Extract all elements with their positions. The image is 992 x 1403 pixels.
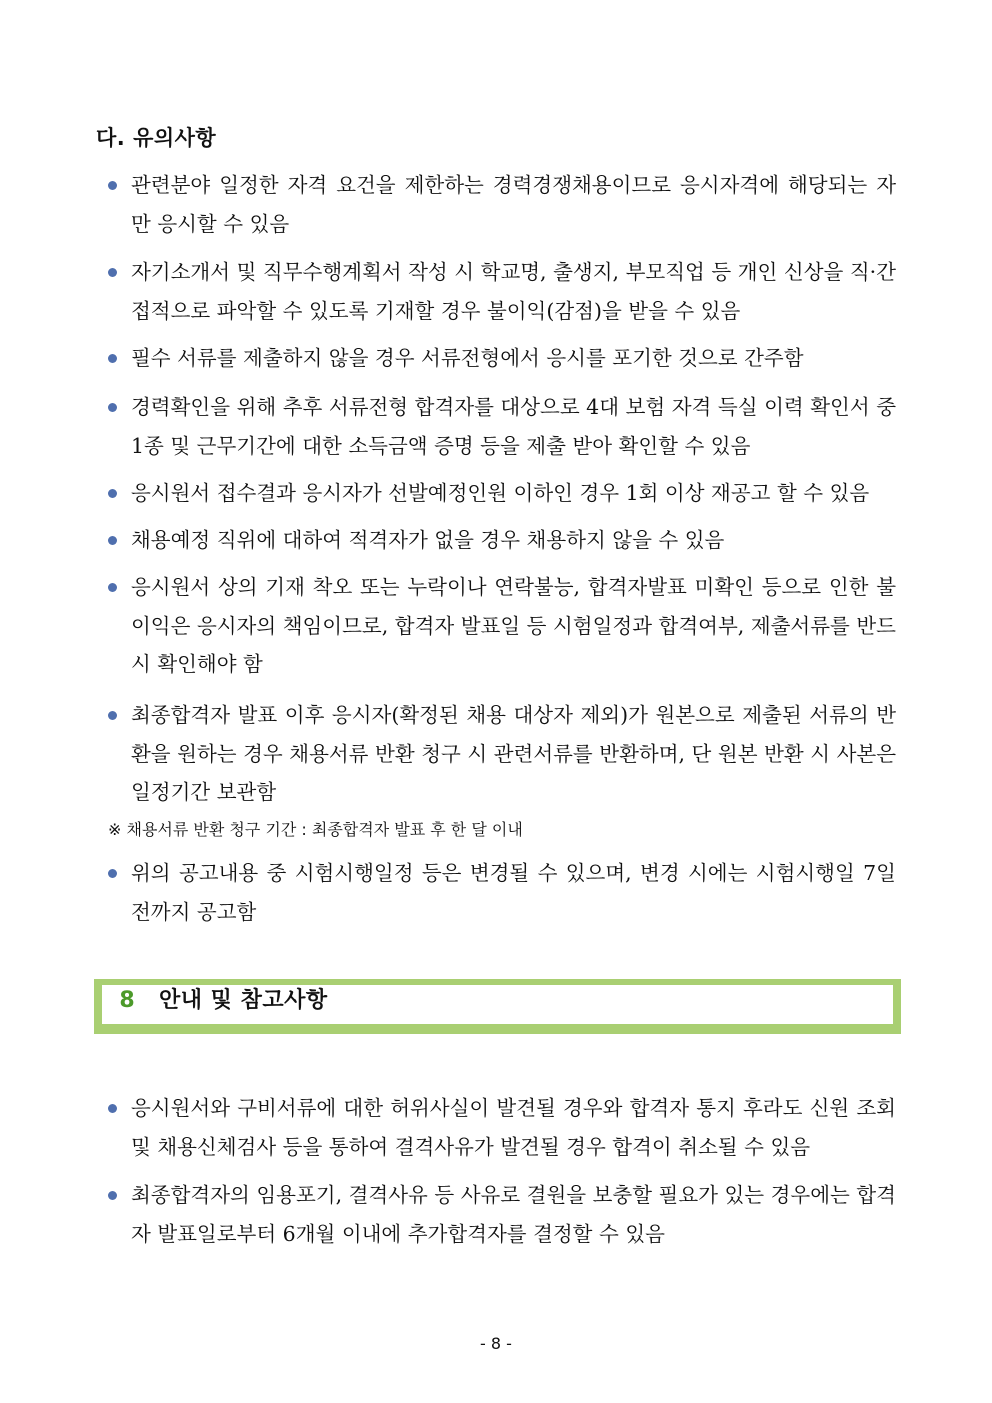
list-item-text: 채용예정 직위에 대하여 적격자가 없을 경우 채용하지 않을 수 있음 (131, 528, 725, 552)
bullet-icon (108, 354, 117, 363)
list-item (108, 521, 896, 560)
list-item-text: 응시원서 접수결과 응시자가 선발예정인원 이하인 경우 1회 이상 재공고 할 수 있음 (131, 481, 870, 505)
list-item-text: 필수 서류를 제출하지 않을 경우 서류전형에서 응시를 포기한 것으로 간주함 (131, 346, 804, 370)
bullet-icon (108, 869, 117, 878)
list-item (108, 568, 896, 684)
list-item-text: 위의 공고내용 중 시험시행일정 등은 변경될 수 있으며, 변경 시에는 시험시행일 7일 전까지 공고함 (131, 861, 896, 924)
bullet-icon (108, 403, 117, 412)
list-item (108, 388, 896, 465)
section-header-bar (94, 979, 901, 1034)
bullet-icon (108, 489, 117, 498)
list-item (108, 339, 896, 378)
page-number: - 8 - (480, 1334, 512, 1353)
list-item-text: 최종합격자 발표 이후 응시자(확정된 채용 대상자 제외)가 원본으로 제출된 서류의 반환을 원하는 경우 채용서류 반환 청구 시 관련서류를 반환하며, 단 원본 반환 시 사본은 일정기간 보관함 (131, 703, 896, 804)
bullet-icon (108, 583, 117, 592)
list-item (108, 474, 896, 513)
bullet-icon (108, 268, 117, 277)
section-title: 안내 및 참고사항 (159, 988, 328, 1013)
bullet-icon (108, 536, 117, 545)
bullet-icon (108, 1104, 117, 1113)
subsection-heading: 다. 유의사항 (96, 126, 217, 150)
list-item-text: 자기소개서 및 직무수행계획서 작성 시 학교명, 출생지, 부모직업 등 개인 신상을 직·간접적으로 파악할 수 있도록 기재할 경우 불이익(감점)을 받을 수 있음 (131, 260, 896, 323)
list-item-text: 응시원서와 구비서류에 대한 허위사실이 발견될 경우와 합격자 통지 후라도 신원 조회 및 채용신체검사 등을 통하여 결격사유가 발견될 경우 합격이 취소될 수 있음 (131, 1096, 896, 1159)
list-item (108, 1176, 896, 1253)
list-item-text: 관련분야 일정한 자격 요건을 제한하는 경력경쟁채용이므로 응시자격에 해당되는 자만 응시할 수 있음 (131, 173, 896, 236)
list-item-text: 최종합격자의 임용포기, 결격사유 등 사유로 결원을 보충할 필요가 있는 경우에는 합격자 발표일로부터 6개월 이내에 추가합격자를 결정할 수 있음 (131, 1183, 896, 1246)
list-item (108, 166, 896, 243)
bullet-icon (108, 181, 117, 190)
list-item (108, 253, 896, 330)
section-number: 8 (119, 988, 135, 1013)
bullet-icon (108, 711, 117, 720)
bullet-icon (108, 1191, 117, 1200)
list-item-text: 응시원서 상의 기재 착오 또는 누락이나 연락불능, 합격자발표 미확인 등으로 인한 불이익은 응시자의 책임이므로, 합격자 발표일 등 시험일정과 합격여부, 제출서류를 반드시 확인해야 함 (131, 575, 896, 676)
list-item (108, 854, 896, 931)
list-item (108, 696, 896, 812)
list-item-text: 경력확인을 위해 추후 서류전형 합격자를 대상으로 4대 보험 자격 득실 이력 확인서 중 1종 및 근무기간에 대한 소득금액 증명 등을 제출 받아 확인할 수 있음 (131, 395, 896, 458)
footnote: ※ 채용서류 반환 청구 기간 : 최종합격자 발표 후 한 달 이내 (108, 820, 523, 839)
list-item (108, 1089, 896, 1166)
